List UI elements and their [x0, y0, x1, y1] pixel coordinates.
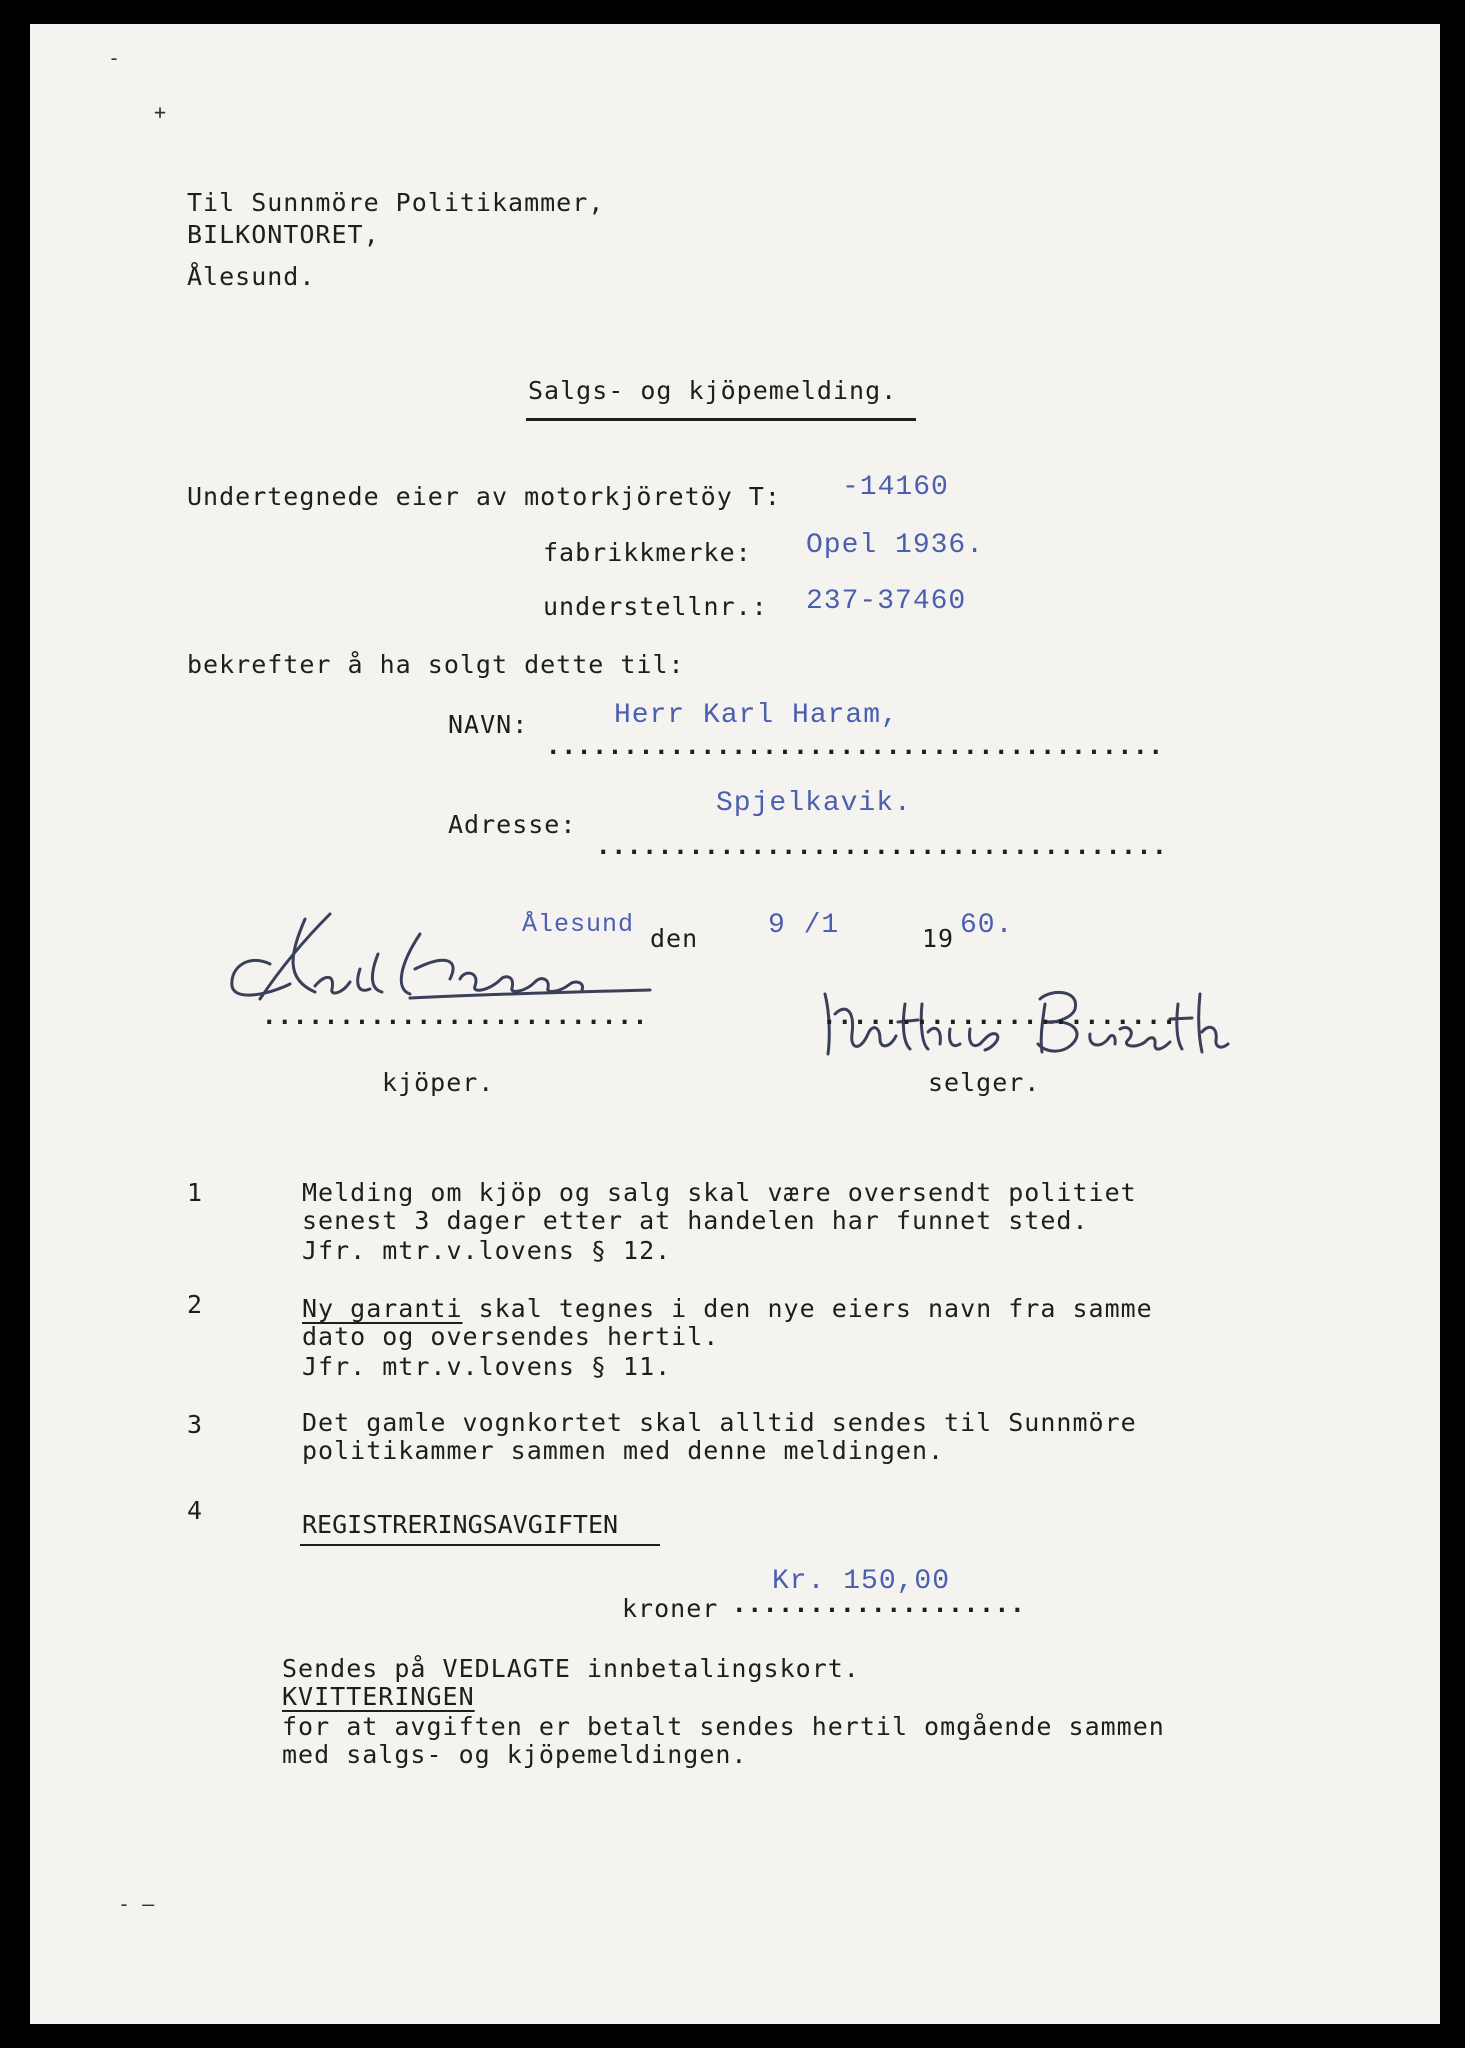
- address-line-1: Til Sunnmöre Politikammer,: [187, 188, 605, 217]
- registration-value: -14160: [842, 472, 949, 503]
- footer-line-1: Sendes på VEDLAGTE innbetalingskort.: [282, 1654, 860, 1683]
- receipt-term: KVITTERINGEN: [282, 1682, 475, 1711]
- note-line: Det gamle vognkortet skal alltid sendes til Sunnmöre: [302, 1408, 1137, 1437]
- note-line: politikammer sammen med denne meldingen.: [302, 1436, 945, 1465]
- chassis-label: understellnr.:: [543, 592, 768, 621]
- note-number: 3: [187, 1410, 204, 1439]
- title-underline: [526, 418, 916, 421]
- date-day-month: 9 /1: [768, 910, 840, 941]
- date-den-label: den: [650, 924, 699, 953]
- underlined-term: Ny garanti: [302, 1294, 463, 1323]
- name-label: NAVN:: [448, 710, 529, 739]
- note-number: 4: [187, 1496, 204, 1525]
- address-value: Spjelkavik.: [716, 788, 912, 819]
- note-number: 1: [187, 1178, 204, 1207]
- fee-heading-underline: [300, 1544, 660, 1546]
- document-page: [30, 24, 1440, 2024]
- stray-mark: +: [154, 100, 167, 124]
- date-place: Ålesund: [522, 910, 635, 939]
- footer-line-2: [282, 1682, 475, 1711]
- note-line-rest: skal tegnes i den nye eiers navn fra samme: [462, 1294, 1153, 1323]
- fee-heading: REGISTRERINGSAVGIFTEN: [302, 1510, 619, 1539]
- stray-mark: -: [108, 46, 121, 70]
- note-line: Jfr. mtr.v.lovens § 12.: [302, 1236, 672, 1265]
- buyer-signature: [210, 894, 670, 1014]
- make-label: fabrikkmerke:: [543, 538, 752, 567]
- name-dotted-line: ........................................: [546, 732, 1164, 760]
- note-line: Melding om kjöp og salg skal være oversendt politiet: [302, 1178, 1137, 1207]
- chassis-value: 237-37460: [806, 586, 967, 617]
- note-line: dato og oversendes hertil.: [302, 1322, 720, 1351]
- buyer-dotted-line: .........................: [262, 1002, 649, 1030]
- note-line: senest 3 dager etter at handelen har funnet sted.: [302, 1206, 1089, 1235]
- fee-dotted-line: ...................: [732, 1590, 1026, 1618]
- document-title: Salgs- og kjöpemelding.: [528, 376, 898, 405]
- seller-signature-label: selger.: [928, 1068, 1041, 1097]
- name-value: Herr Karl Haram,: [614, 700, 899, 731]
- note-line: [302, 1294, 1153, 1323]
- address-line-3: Ålesund.: [187, 262, 316, 291]
- address-dotted-line: .....................................: [596, 832, 1168, 860]
- date-year-prefix: 19: [922, 924, 955, 953]
- address-label: Adresse:: [448, 810, 577, 839]
- owner-label: Undertegnede eier av motorkjöretöy T:: [187, 482, 781, 511]
- note-number: 2: [187, 1290, 204, 1319]
- sold-to-label: bekrefter å ha solgt dette til:: [187, 650, 685, 679]
- fee-value: Kr. 150,00: [772, 1566, 951, 1597]
- footer-line-3: for at avgiften er betalt sendes hertil omgående sammen: [282, 1712, 1165, 1741]
- fee-label: kroner: [622, 1594, 719, 1623]
- address-line-2: BILKONTORET,: [187, 220, 380, 249]
- stray-mark: - —: [118, 1892, 155, 1916]
- seller-dotted-line: .......................: [822, 1002, 1178, 1030]
- note-line: Jfr. mtr.v.lovens § 11.: [302, 1352, 672, 1381]
- date-year-suffix: 60.: [960, 910, 1014, 941]
- buyer-signature-label: kjöper.: [382, 1068, 495, 1097]
- make-value: Opel 1936.: [806, 530, 985, 561]
- footer-line-4: med salgs- og kjöpemeldingen.: [282, 1740, 748, 1769]
